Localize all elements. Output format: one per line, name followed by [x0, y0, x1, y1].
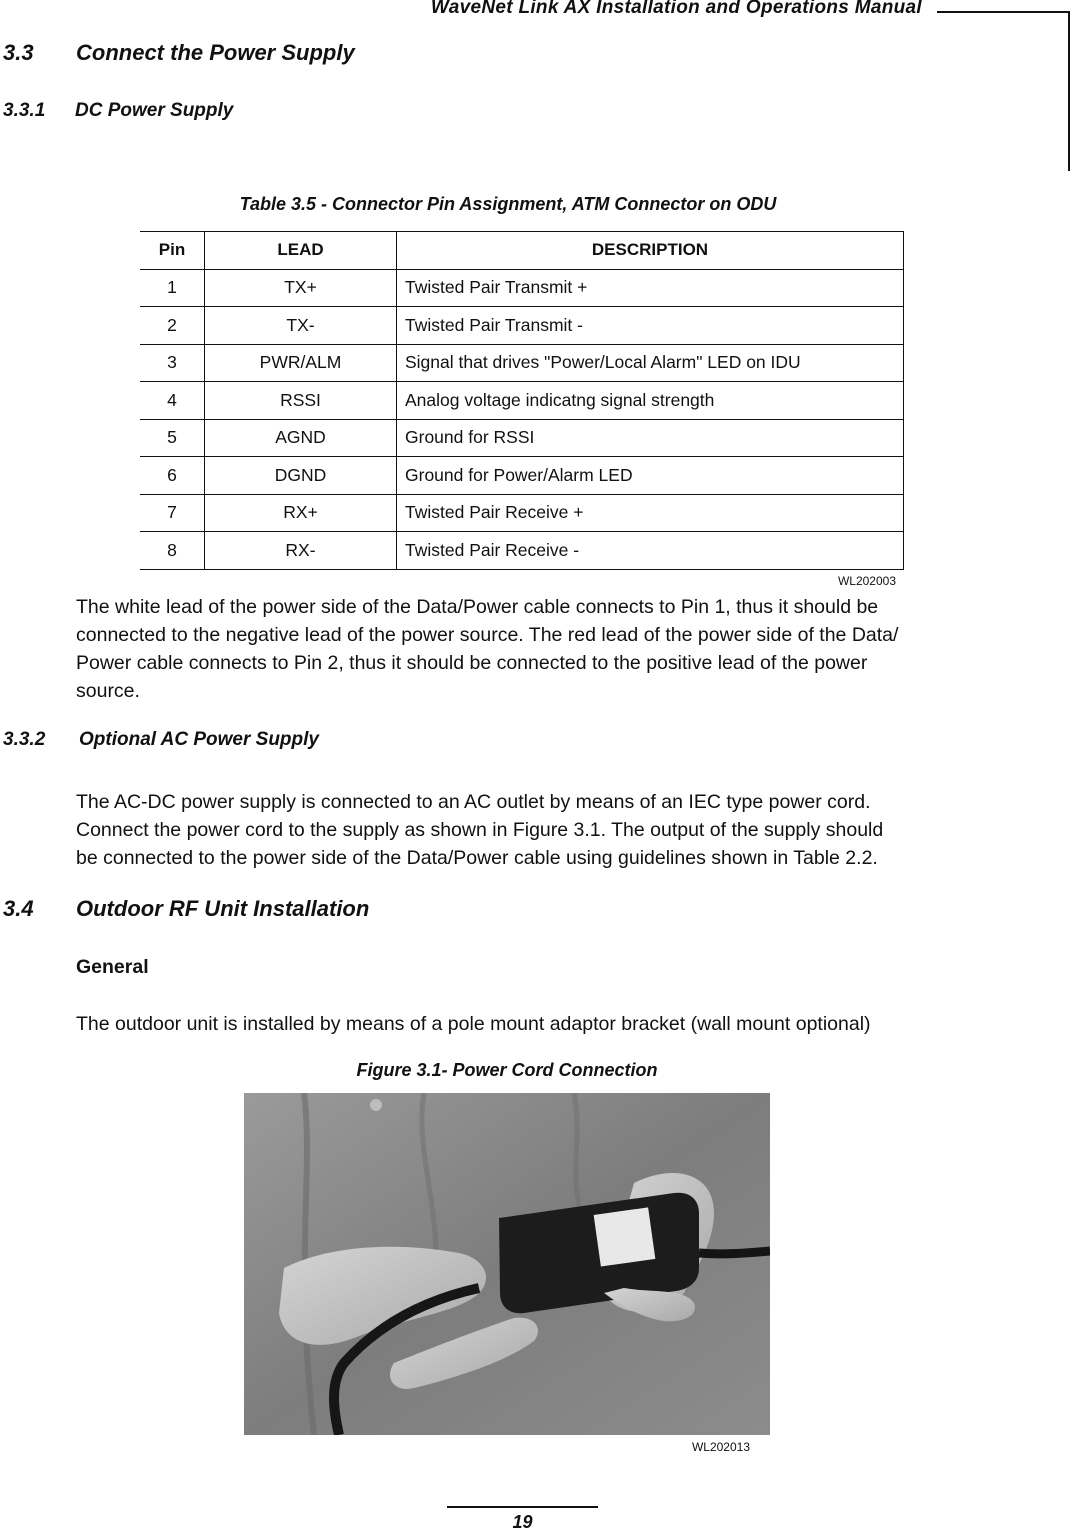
table-row — [140, 269, 904, 307]
lead-cell: RX+ — [205, 494, 397, 532]
table-row — [140, 532, 904, 570]
table-reference-code: WL202003 — [837, 574, 896, 588]
page-number: 19 — [512, 1512, 533, 1532]
table-header-row — [140, 232, 904, 270]
pin-cell: 7 — [140, 494, 205, 532]
margin-rule — [1068, 11, 1070, 171]
description-cell: Ground for Power/Alarm LED — [397, 457, 904, 495]
pin-cell: 8 — [140, 532, 205, 570]
section-heading-3-3-2 — [3, 729, 319, 751]
description-cell: Twisted Pair Receive + — [397, 494, 904, 532]
table-row — [140, 382, 904, 420]
footer-rule — [447, 1506, 598, 1508]
section-title: Connect the Power Supply — [76, 40, 355, 65]
section-number: 3.3.1 — [3, 100, 46, 121]
paragraph-line: The white lead of the power side of the Data/Power cable connects to Pin 1, thus it should be — [76, 596, 879, 618]
section-heading-3-3-1 — [3, 100, 233, 122]
figure-reference-code: WL202013 — [691, 1440, 750, 1454]
table-row — [140, 419, 904, 457]
section-number: 3.4 — [3, 896, 34, 921]
section-title: Optional AC Power Supply — [79, 729, 319, 750]
section-number: 3.3.2 — [3, 729, 46, 750]
description-cell: Twisted Pair Transmit - — [397, 307, 904, 345]
lead-cell: DGND — [205, 457, 397, 495]
pin-cell: 4 — [140, 382, 205, 420]
dc-supply-paragraph — [76, 593, 1036, 705]
pin-cell: 5 — [140, 419, 205, 457]
table-row — [140, 457, 904, 495]
running-header: WaveNet Link AX Installation and Operations Manual — [430, 0, 922, 18]
ac-supply-paragraph — [76, 788, 1036, 872]
section-heading-3-3 — [3, 40, 355, 66]
pin-assignment-table — [140, 231, 904, 570]
paragraph-line: source. — [76, 680, 140, 702]
lead-cell: TX- — [205, 307, 397, 345]
lead-cell: RX- — [205, 532, 397, 570]
table-row — [140, 344, 904, 382]
description-cell: Twisted Pair Transmit + — [397, 269, 904, 307]
column-header-description: DESCRIPTION — [397, 232, 904, 270]
column-header-pin: Pin — [140, 232, 205, 270]
description-cell: Twisted Pair Receive - — [397, 532, 904, 570]
description-cell: Ground for RSSI — [397, 419, 904, 457]
general-paragraph: The outdoor unit is installed by means of a pole mount adaptor bracket (wall mount optional) — [76, 1013, 871, 1035]
photo-illustration — [244, 1093, 770, 1435]
paragraph-line: be connected to the power side of the Data/Power cable using guidelines shown in Table 2.2. — [76, 847, 878, 869]
description-cell: Signal that drives "Power/Local Alarm" LED on IDU — [397, 344, 904, 382]
power-cord-photo — [244, 1093, 770, 1435]
paragraph-line: connected to the negative lead of the power source. The red lead of the power side of the Data/ — [76, 624, 899, 646]
paragraph-line: Connect the power cord to the supply as shown in Figure 3.1. The output of the supply should — [76, 819, 884, 841]
table-row — [140, 494, 904, 532]
pin-cell: 6 — [140, 457, 205, 495]
pin-cell: 2 — [140, 307, 205, 345]
lead-cell: RSSI — [205, 382, 397, 420]
general-subheading: General — [76, 956, 149, 978]
pin-cell: 3 — [140, 344, 205, 382]
paragraph-line: Power cable connects to Pin 2, thus it should be connected to the positive lead of the power — [76, 652, 868, 674]
column-header-lead: LEAD — [205, 232, 397, 270]
table-caption: Table 3.5 - Connector Pin Assignment, ATM Connector on ODU — [239, 194, 777, 214]
paragraph-line: The AC-DC power supply is connected to an AC outlet by means of an IEC type power cord. — [76, 791, 871, 813]
header-rule — [937, 11, 1070, 13]
pin-cell: 1 — [140, 269, 205, 307]
figure-caption: Figure 3.1- Power Cord Connection — [356, 1060, 658, 1080]
table-row — [140, 307, 904, 345]
section-number: 3.3 — [3, 40, 34, 65]
lead-cell: PWR/ALM — [205, 344, 397, 382]
section-title: DC Power Supply — [75, 100, 234, 121]
lead-cell: TX+ — [205, 269, 397, 307]
description-cell: Analog voltage indicatng signal strength — [397, 382, 904, 420]
section-heading-3-4 — [3, 896, 369, 922]
lead-cell: AGND — [205, 419, 397, 457]
section-title: Outdoor RF Unit Installation — [76, 896, 370, 921]
